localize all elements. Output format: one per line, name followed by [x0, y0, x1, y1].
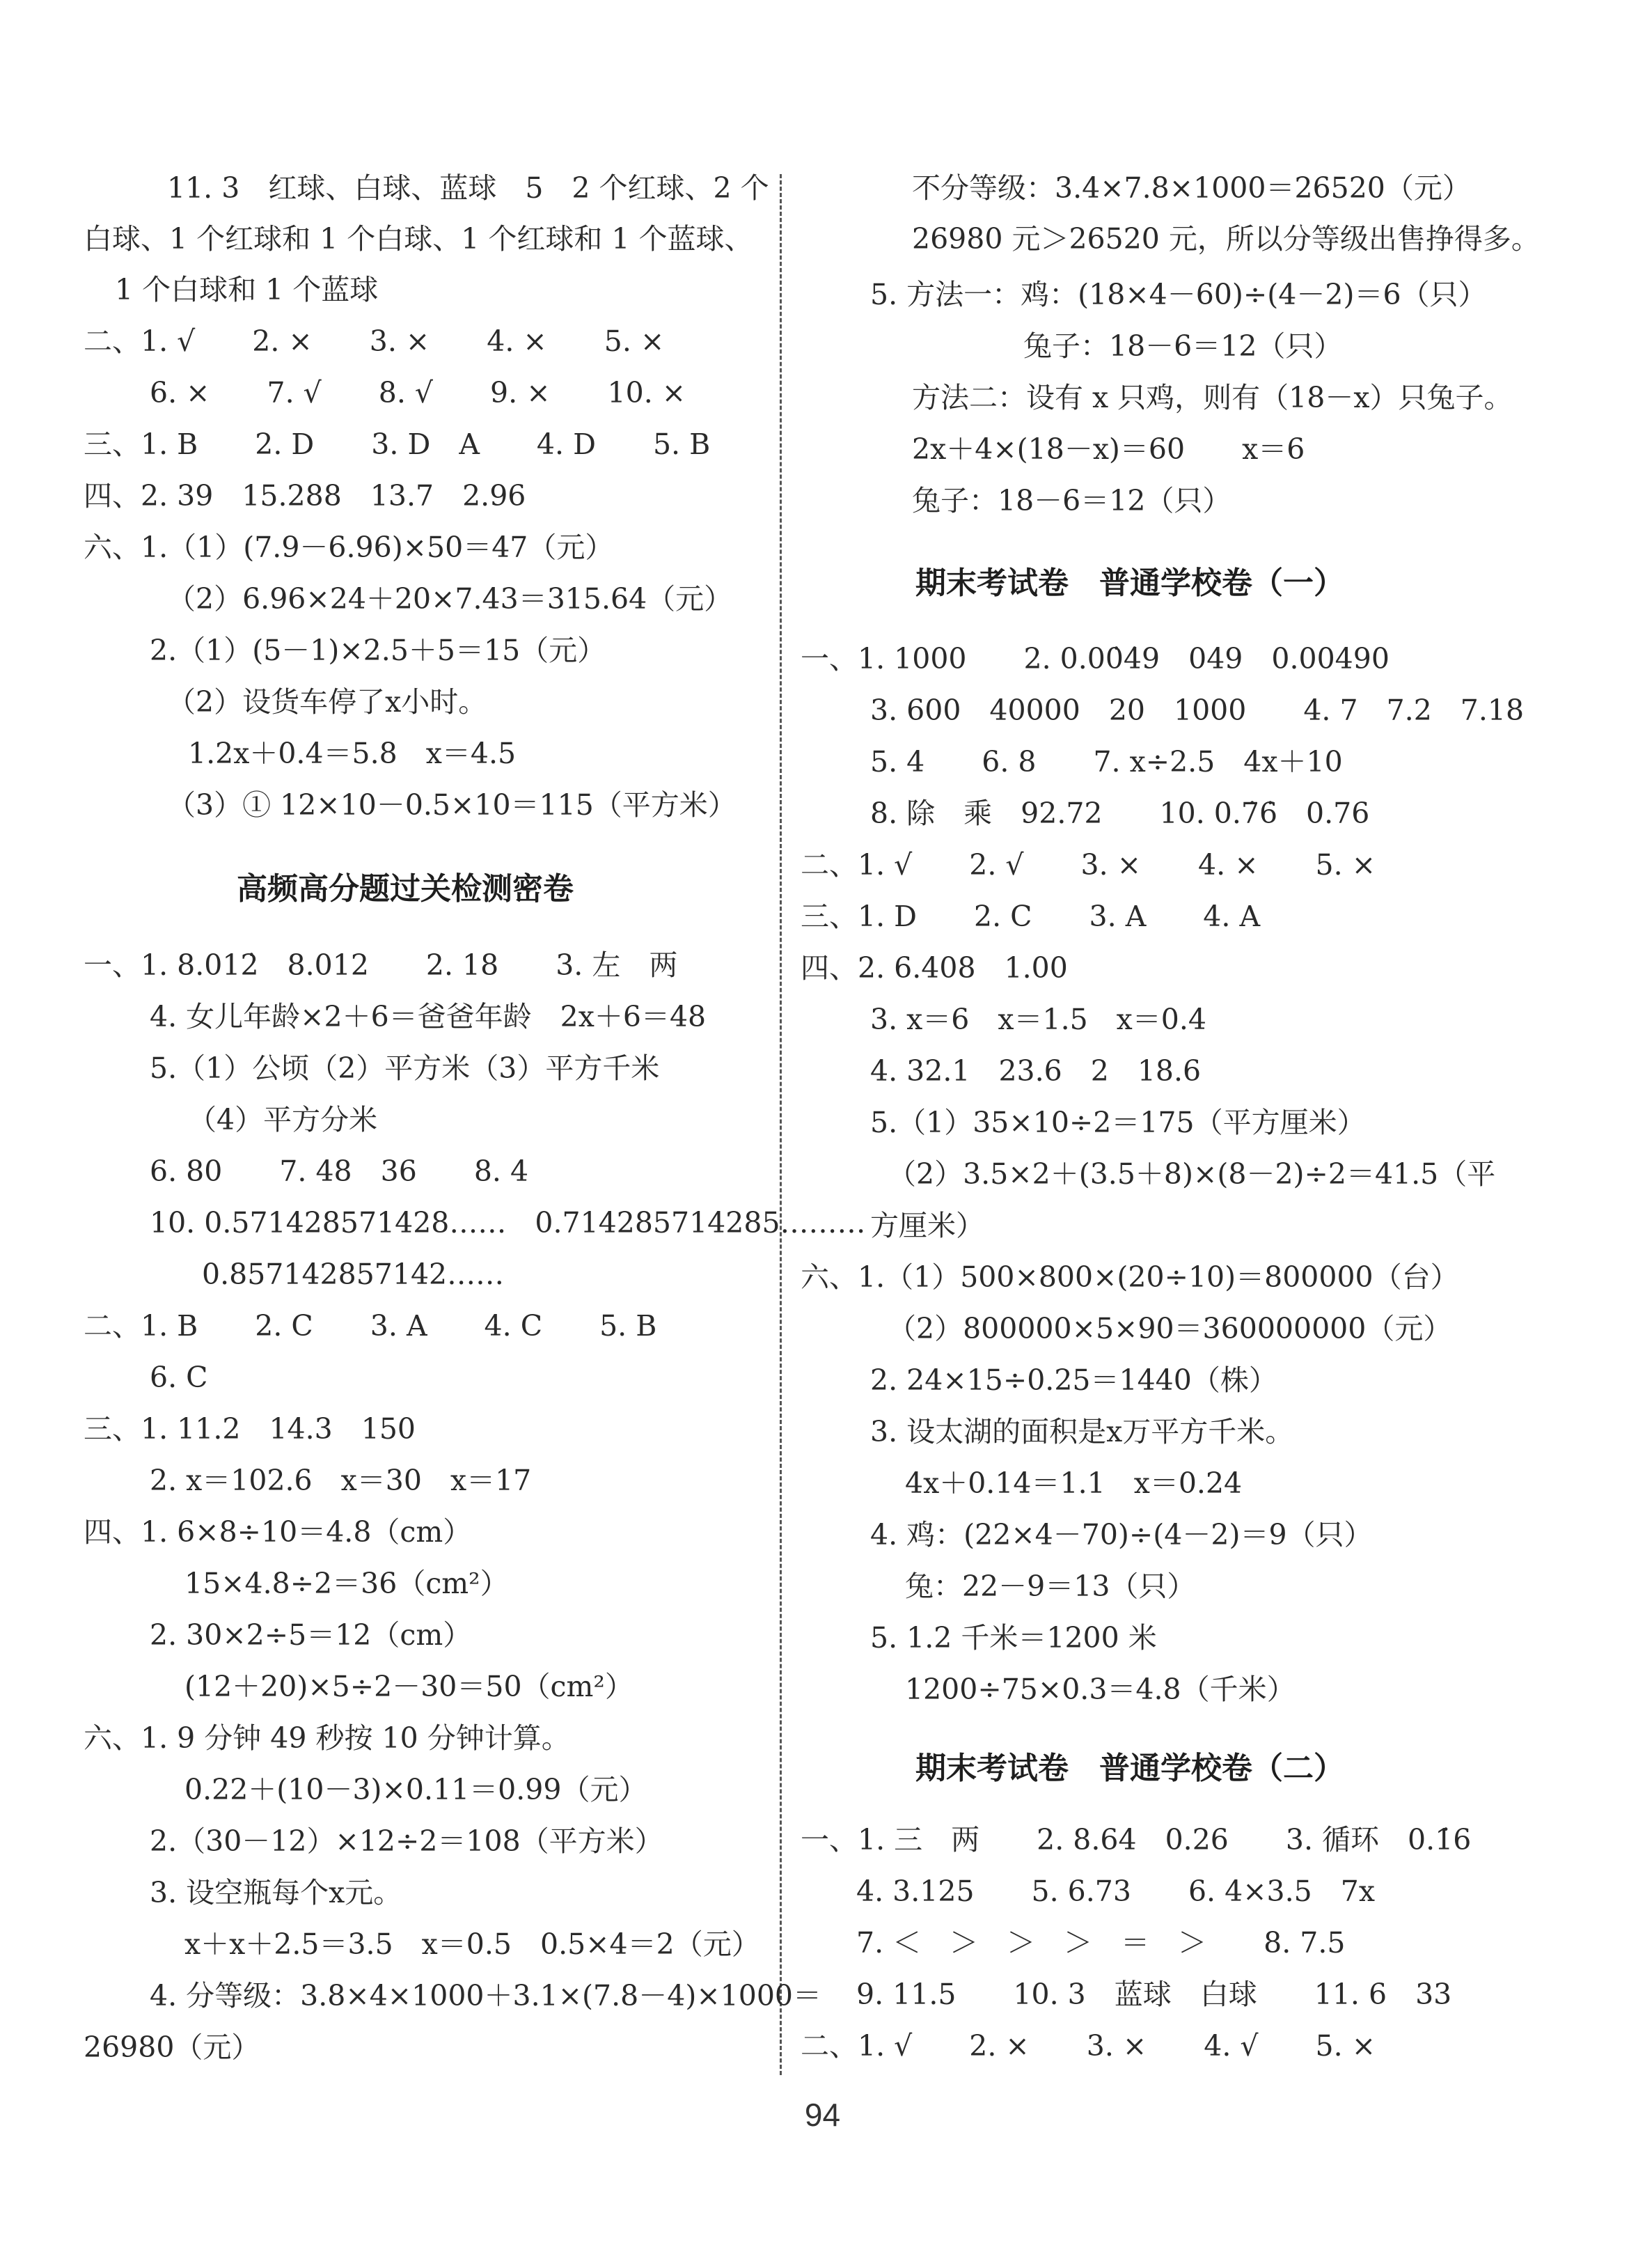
answer-line: 4. 女儿年龄×2＋6＝爸爸年龄 2x＋6＝48	[150, 1000, 707, 1033]
answer-line: 兔子：18－6＝12（只）	[1023, 329, 1343, 363]
section-title: 期末考试卷 普通学校卷（二）	[915, 1751, 1344, 1786]
answer-line: 3. 设空瓶每个x元。	[150, 1876, 402, 1909]
answer-line: 5. 1.2 千米＝1200 米	[870, 1621, 1157, 1655]
answer-line: （3）① 12×10－0.5×10＝115（平方米）	[167, 788, 737, 822]
column-divider	[780, 174, 782, 2075]
answer-line: 二、1. B 2. C 3. A 4. C 5. B	[84, 1309, 657, 1343]
answer-line: 2. 30×2÷5＝12（cm）	[150, 1618, 472, 1652]
answer-line: 2.（1）(5－1)×2.5＋5＝15（元）	[150, 634, 606, 667]
answer-line: 5.（1）35×10÷2＝175（平方厘米）	[870, 1106, 1366, 1139]
answer-line: 10. 0.571428571428…… 0.714285714285………	[150, 1206, 866, 1239]
answer-line: 5.（1）公顷（2）平方米（3）平方千米	[150, 1051, 660, 1085]
answer-line: 不分等级：3.4×7.8×1000＝26520（元）	[912, 171, 1471, 205]
section-title: 高频高分题过关检测密卷	[237, 871, 574, 907]
answer-line: （2）6.96×24＋20×7.43＝315.64（元）	[167, 582, 733, 616]
answer-line: 一、1. 8.012̇ 8.012 2. 18 3. 左 两	[84, 948, 678, 982]
answer-line: 四、2. 6.408 1.00	[801, 951, 1068, 985]
section-title: 期末考试卷 普通学校卷（一）	[915, 565, 1344, 601]
answer-line: 2. 24×15÷0.25＝1440（株）	[870, 1363, 1277, 1397]
answer-line: 三、1. 11.2 14.3 150	[84, 1412, 416, 1446]
answer-line: 0.22＋(10－3)×0.11＝0.99（元）	[184, 1773, 647, 1806]
answer-line: 三、1. D 2. C 3. A 4. A	[801, 900, 1261, 933]
answer-line: （2）3.5×2＋(3.5＋8)×(8－2)÷2＝41.5（平	[888, 1157, 1496, 1191]
answer-line: 白球、1 个红球和 1 个白球、1 个红球和 1 个蓝球、	[84, 222, 753, 256]
answer-line: 6. 80 7. 48 36 8. 4	[150, 1155, 529, 1188]
answer-line: 4. 32.1 23.6 2 18.6	[870, 1054, 1202, 1088]
answer-line: 六、1. 9 分钟 49 秒按 10 分钟计算。	[84, 1721, 570, 1755]
page-number: 94	[804, 2097, 841, 2133]
answer-line: 四、2. 39 15.288 13.7 2.96	[84, 479, 526, 513]
answer-line: 方厘米）	[870, 1209, 984, 1242]
answer-line: 一、1. 三 两 2. 8.64 0.26 3. 循环 0.1̇6	[801, 1823, 1472, 1856]
answer-line: （4）平方分米	[188, 1103, 378, 1136]
answer-line: 四、1. 6×8÷10＝4.8（cm）	[84, 1515, 472, 1549]
answer-line: 兔：22－9＝13（只）	[905, 1570, 1196, 1603]
answer-line: 4. 分等级：3.8×4×1000＋3.1×(7.8－4)×1000＝	[150, 1979, 822, 2012]
answer-line: 6. C	[150, 1361, 208, 1394]
answer-line: 9. 11.5 10. 3 蓝球 白球 11. 6 33	[856, 1978, 1452, 2011]
answer-line: 6. × 7. √ 8. √ 9. × 10. ×	[150, 376, 686, 409]
answer-line: （2）设货车停了x小时。	[167, 685, 487, 719]
answer-line: 方法二：设有 x 只鸡，则有（18－x）只兔子。	[912, 381, 1513, 414]
answer-line: 三、1. B 2. D 3. D A 4. D 5. B	[84, 428, 711, 461]
answer-line: 3. x＝6 x＝1.5 x＝0.4	[870, 1003, 1207, 1036]
answer-line: 26980 元＞26520 元，所以分等级出售挣得多。	[912, 222, 1540, 256]
answer-line: 4. 3.125 5. 6.73 6. 4×3.5 7x	[856, 1875, 1375, 1908]
answer-line: 二、1. √ 2. × 3. × 4. × 5. ×	[84, 324, 665, 358]
answer-line: （2）800000×5×90＝360000000（元）	[888, 1312, 1452, 1345]
answer-line: 1200÷75×0.3＝4.8（千米）	[905, 1673, 1296, 1706]
answer-line: 六、1.（1）(7.9－6.96)×50＝47（元）	[84, 531, 614, 564]
answer-line: 0.857142857142……	[202, 1258, 505, 1291]
answer-line: 兔子：18－6＝12（只）	[912, 484, 1231, 517]
answer-line: x＋x＋2.5＝3.5 x＝0.5 0.5×4＝2（元）	[184, 1927, 760, 1961]
answer-line: 二、1. √ 2. × 3. × 4. √ 5. ×	[801, 2029, 1376, 2063]
answer-line: 1.2x＋0.4＝5.8 x＝4.5	[188, 737, 517, 770]
answer-line: 2.（30－12）×12÷2＝108（平方米）	[150, 1824, 663, 1858]
answer-line: 1 个白球和 1 个蓝球	[115, 273, 379, 306]
answer-line: 5. 方法一：鸡：(18×4－60)÷(4－2)＝6（只）	[870, 278, 1487, 311]
answer-line: 3. 600 40000 20 1000 4. 7 7.2 7.18	[870, 694, 1525, 727]
answer-line: 11. 3 红球、白球、蓝球 5 2 个红球、2 个	[167, 171, 769, 205]
answer-line: 六、1.（1）500×800×(20÷10)＝800000（台）	[801, 1260, 1459, 1294]
answer-line: 26980（元）	[84, 2031, 260, 2064]
answer-line: 5. 4 6. 8 7. x÷2.5 4x＋10	[870, 745, 1343, 779]
answer-line: 4. 鸡：(22×4－70)÷(4－2)＝9（只）	[870, 1518, 1373, 1551]
answer-line: 8. 除 乘 92.72 10. 0.7̇6̇ 0.76	[870, 797, 1370, 830]
answer-line: 2. x＝102.6 x＝30 x＝17	[150, 1464, 532, 1497]
answer-line: 3. 设太湖的面积是x万平方千米。	[870, 1415, 1294, 1448]
answer-line: 一、1. 1000 2. 0.00̇4̇9 049 0.00490	[801, 642, 1390, 675]
answer-line: 二、1. √ 2. √ 3. × 4. × 5. ×	[801, 848, 1376, 882]
answer-line: 7. ＜ ＞ ＞ ＞ ＝ ＞ 8. 7.5	[856, 1926, 1346, 1960]
answer-line: 15×4.8÷2＝36（cm²）	[184, 1567, 509, 1600]
answer-line: (12＋20)×5÷2－30＝50（cm²）	[184, 1670, 633, 1703]
answer-line: 4x＋0.14＝1.1 x＝0.24	[905, 1467, 1243, 1500]
answer-line: 2x＋4×(18－x)＝60 x＝6	[912, 432, 1305, 466]
